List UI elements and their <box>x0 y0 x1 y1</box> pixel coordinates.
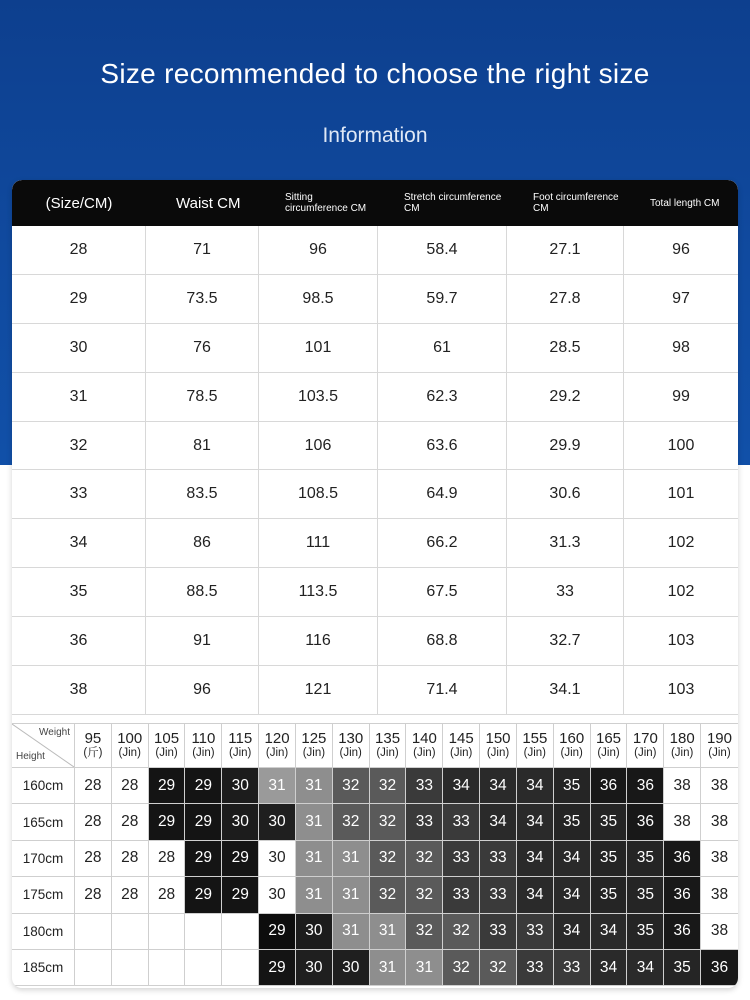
size-recommendation-cell: 33 <box>480 841 517 876</box>
height-label-cell: 170cm <box>12 841 75 876</box>
size-recommendation-cell: 32 <box>443 914 480 949</box>
size-table-cell: 108.5 <box>259 470 378 518</box>
weight-value: 190 <box>706 729 732 747</box>
height-label-cell: 185cm <box>12 950 75 985</box>
size-table-cell: 59.7 <box>378 275 507 323</box>
size-recommendation-cell <box>185 914 222 949</box>
weight-header-cell <box>259 724 296 767</box>
page-subtitle: Information <box>322 124 428 147</box>
size-recommendation-cell: 28 <box>75 804 112 839</box>
page-title: Size recommended to choose the right size <box>100 58 650 89</box>
weight-value: 170 <box>632 729 658 747</box>
weight-unit: (Jin) <box>708 746 731 759</box>
size-table-cell: 102 <box>667 583 695 601</box>
size-recommendation-cell: 35 <box>554 768 591 803</box>
size-table-cell: 73.5 <box>146 275 259 323</box>
size-recommendation-cell: 32 <box>333 804 370 839</box>
size-table-row <box>12 666 738 715</box>
size-table-cell: 66.2 <box>378 519 507 567</box>
grid-weight-header <box>12 724 738 768</box>
size-recommendation-cell: 28 <box>112 841 149 876</box>
weight-unit: (Jin) <box>265 746 289 759</box>
weight-value: 105 <box>154 729 180 747</box>
weight-header-cell <box>185 724 222 767</box>
size-recommendation-cell: 31 <box>259 768 296 803</box>
size-table-row <box>12 568 738 617</box>
size-recommendation-cell: 38 <box>701 914 738 949</box>
size-table-cell: 61 <box>378 324 507 372</box>
weight-value: 110 <box>191 729 216 747</box>
weight-unit: (Jin) <box>670 746 694 759</box>
weight-header-cell <box>591 724 628 767</box>
size-recommendation-cell: 36 <box>664 914 701 949</box>
weight-value: 135 <box>375 729 401 747</box>
weight-unit: (Jin) <box>486 746 510 759</box>
size-table-row <box>12 470 738 519</box>
size-recommendation-cell: 31 <box>406 950 443 985</box>
size-table-cell: 58.4 <box>378 226 507 274</box>
size-recommendation-cell: 33 <box>443 877 480 912</box>
weight-value: 120 <box>264 729 290 747</box>
size-recommendation-cell: 36 <box>627 804 664 839</box>
weight-header-cell <box>664 724 701 767</box>
weight-header-cell <box>149 724 186 767</box>
size-table-row <box>12 422 738 471</box>
size-recommendation-cell: 35 <box>627 914 664 949</box>
size-recommendation-cell: 32 <box>443 950 480 985</box>
size-table-cell: 34 <box>12 519 146 567</box>
size-table-cell: 28.5 <box>507 324 624 372</box>
size-recommendation-cell: 34 <box>627 950 664 985</box>
size-table-cell: 101 <box>667 485 695 503</box>
size-recommendation-cell: 30 <box>333 950 370 985</box>
size-table-cell: 81 <box>146 422 259 470</box>
grid-row <box>12 768 738 804</box>
size-recommendation-cell: 34 <box>517 877 554 912</box>
size-recommendation-cell: 38 <box>701 804 738 839</box>
size-table-cell: 121 <box>259 666 378 714</box>
weight-value: 130 <box>338 729 364 747</box>
size-recommendation-cell: 29 <box>259 914 296 949</box>
size-recommendation-cell <box>112 914 149 949</box>
size-recommendation-cell: 29 <box>222 841 259 876</box>
size-table-row <box>12 275 738 324</box>
weight-unit: (Jin) <box>118 746 141 759</box>
size-recommendation-cell: 31 <box>370 950 407 985</box>
size-table-cell: 99 <box>672 387 690 405</box>
size-recommendation-cell: 30 <box>259 841 296 876</box>
size-recommendation-cell: 31 <box>296 841 333 876</box>
size-table-row <box>12 519 738 568</box>
weight-value: 125 <box>301 729 327 747</box>
grid-row <box>12 877 738 913</box>
size-table-cell: 27.8 <box>507 275 624 323</box>
size-recommendation-cell: 29 <box>149 768 186 803</box>
size-table-cell: 31 <box>12 373 146 421</box>
weight-unit: (Jin) <box>302 746 326 759</box>
size-recommendation-cell <box>75 914 112 949</box>
weight-value: 95 <box>84 729 102 747</box>
size-recommendation-cell: 35 <box>627 841 664 876</box>
size-recommendation-cell: 33 <box>517 914 554 949</box>
size-header-cell: Total length CM <box>650 197 720 209</box>
weight-unit: (Jin) <box>413 746 436 759</box>
size-recommendation-cell: 33 <box>480 877 517 912</box>
size-recommendation-cell: 29 <box>185 877 222 912</box>
size-table-cell: 36 <box>12 617 146 665</box>
size-recommendation-cell: 32 <box>480 950 517 985</box>
size-recommendation-cell: 30 <box>259 877 296 912</box>
size-table-cell: 103.5 <box>259 373 378 421</box>
size-recommendation-cell: 28 <box>75 877 112 912</box>
size-table-cell: 101 <box>259 324 378 372</box>
size-recommendation-cell: 31 <box>333 877 370 912</box>
size-recommendation-cell: 33 <box>406 768 443 803</box>
weight-unit: (Jin) <box>560 746 583 759</box>
size-recommendation-cell: 36 <box>591 768 628 803</box>
size-recommendation-cell: 28 <box>112 768 149 803</box>
size-table-cell: 96 <box>672 240 690 258</box>
size-recommendation-cell: 29 <box>259 950 296 985</box>
size-recommendation-cell: 34 <box>480 804 517 839</box>
size-table-cell: 102 <box>667 534 695 552</box>
size-recommendation-cell: 32 <box>333 768 370 803</box>
size-recommendation-cell: 36 <box>664 877 701 912</box>
weight-value: 155 <box>522 729 548 747</box>
weight-header-cell <box>296 724 333 767</box>
size-table-cell: 96 <box>259 226 378 274</box>
size-chart-card <box>12 180 738 988</box>
size-header-cell: Waist CM <box>176 194 241 212</box>
size-table-cell: 30.6 <box>507 470 624 518</box>
size-recommendation-cell: 31 <box>296 877 333 912</box>
size-header-cell: Stretch circumference CM <box>404 192 502 214</box>
size-recommendation-cell: 34 <box>517 768 554 803</box>
size-recommendation-cell: 32 <box>370 768 407 803</box>
recommendation-grid <box>12 723 738 986</box>
size-recommendation-cell: 30 <box>259 804 296 839</box>
size-recommendation-cell: 34 <box>554 841 591 876</box>
size-recommendation-cell: 34 <box>554 877 591 912</box>
height-label-cell: 180cm <box>12 914 75 949</box>
size-recommendation-cell: 29 <box>185 768 222 803</box>
grid-corner-cell <box>12 724 75 767</box>
weight-header-cell <box>75 724 112 767</box>
size-recommendation-cell: 35 <box>591 841 628 876</box>
size-table-cell: 100 <box>667 436 695 454</box>
size-recommendation-cell: 32 <box>370 841 407 876</box>
size-table-cell: 29 <box>12 275 146 323</box>
weight-unit: (Jin) <box>376 746 399 759</box>
size-recommendation-cell: 28 <box>112 877 149 912</box>
weight-unit: (Jin) <box>523 746 547 759</box>
size-recommendation-cell: 34 <box>591 914 628 949</box>
size-table-cell: 98.5 <box>259 275 378 323</box>
weight-unit: (Jin) <box>155 746 178 759</box>
size-recommendation-cell: 33 <box>443 841 480 876</box>
size-table-row <box>12 226 738 275</box>
size-recommendation-cell: 31 <box>333 841 370 876</box>
size-table-cell: 83.5 <box>146 470 259 518</box>
size-header-cell: Foot circumference CM <box>533 192 619 214</box>
size-recommendation-cell: 33 <box>517 950 554 985</box>
size-recommendation-cell: 33 <box>406 804 443 839</box>
weight-value: 140 <box>411 729 437 747</box>
weight-value: 100 <box>117 729 143 747</box>
weight-value: 160 <box>559 729 585 747</box>
grid-row <box>12 914 738 950</box>
size-table-cell: 71.4 <box>378 666 507 714</box>
size-recommendation-cell: 38 <box>664 804 701 839</box>
size-recommendation-cell: 35 <box>554 804 591 839</box>
size-header-cell: Sitting circumference CM <box>285 192 367 214</box>
size-recommendation-cell: 31 <box>296 804 333 839</box>
size-recommendation-cell: 36 <box>664 841 701 876</box>
size-recommendation-cell: 31 <box>333 914 370 949</box>
size-recommendation-cell: 34 <box>480 768 517 803</box>
height-label-cell: 175cm <box>12 877 75 912</box>
size-table-cell: 106 <box>259 422 378 470</box>
weight-unit: (斤) <box>83 746 103 759</box>
size-table-cell: 31.3 <box>507 519 624 567</box>
size-recommendation-cell: 30 <box>222 768 259 803</box>
size-table-cell: 29.9 <box>507 422 624 470</box>
size-table-cell: 98 <box>672 338 690 356</box>
size-header-cell: (Size/CM) <box>45 194 113 212</box>
size-recommendation-cell: 29 <box>149 804 186 839</box>
size-recommendation-cell: 35 <box>627 877 664 912</box>
size-table-cell: 86 <box>146 519 259 567</box>
weight-unit: (Jin) <box>339 746 362 759</box>
size-table-cell: 30 <box>12 324 146 372</box>
grid-row <box>12 841 738 877</box>
size-recommendation-cell: 32 <box>370 877 407 912</box>
size-recommendation-cell: 28 <box>149 877 186 912</box>
size-recommendation-cell: 32 <box>406 841 443 876</box>
size-recommendation-cell: 33 <box>554 950 591 985</box>
size-table-cell: 29.2 <box>507 373 624 421</box>
size-table-cell: 76 <box>146 324 259 372</box>
size-table-cell: 38 <box>12 666 146 714</box>
size-recommendation-cell: 29 <box>185 841 222 876</box>
weight-unit: (Jin) <box>634 746 657 759</box>
size-table-cell: 68.8 <box>378 617 507 665</box>
size-table-cell: 97 <box>672 289 690 307</box>
size-table-cell: 67.5 <box>378 568 507 616</box>
size-table-cell: 116 <box>259 617 378 665</box>
weight-value: 145 <box>448 729 474 747</box>
size-recommendation-cell: 38 <box>664 768 701 803</box>
size-table-cell: 91 <box>146 617 259 665</box>
size-recommendation-cell: 32 <box>406 914 443 949</box>
size-table <box>12 180 738 715</box>
size-recommendation-cell <box>149 950 186 985</box>
size-recommendation-cell: 28 <box>112 804 149 839</box>
size-table-body <box>12 226 738 715</box>
size-recommendation-cell: 36 <box>627 768 664 803</box>
size-recommendation-cell <box>222 914 259 949</box>
size-table-cell: 32 <box>12 422 146 470</box>
size-recommendation-cell: 30 <box>222 804 259 839</box>
height-label-cell: 160cm <box>12 768 75 803</box>
size-recommendation-cell <box>185 950 222 985</box>
weight-header-cell <box>333 724 370 767</box>
size-recommendation-cell: 32 <box>370 804 407 839</box>
size-recommendation-cell: 32 <box>406 877 443 912</box>
size-recommendation-cell: 35 <box>664 950 701 985</box>
size-table-cell: 62.3 <box>378 373 507 421</box>
size-table-cell: 111 <box>259 519 378 567</box>
size-recommendation-cell: 28 <box>75 841 112 876</box>
size-table-cell: 78.5 <box>146 373 259 421</box>
size-recommendation-cell <box>149 914 186 949</box>
weight-value: 165 <box>595 729 622 747</box>
weight-unit: (Jin) <box>192 746 215 759</box>
weight-header-cell <box>627 724 664 767</box>
size-table-row <box>12 617 738 666</box>
size-table-header <box>12 180 738 226</box>
size-table-cell: 71 <box>146 226 259 274</box>
weight-header-cell <box>701 724 738 767</box>
weight-value: 150 <box>485 729 511 747</box>
size-recommendation-cell: 28 <box>75 768 112 803</box>
size-table-cell: 64.9 <box>378 470 507 518</box>
size-recommendation-cell: 34 <box>554 914 591 949</box>
size-recommendation-cell: 31 <box>370 914 407 949</box>
size-recommendation-cell: 38 <box>701 877 738 912</box>
weight-header-cell <box>554 724 591 767</box>
weight-value: 180 <box>669 729 695 747</box>
size-table-cell: 27.1 <box>507 226 624 274</box>
size-table-row <box>12 373 738 422</box>
size-table-cell: 34.1 <box>507 666 624 714</box>
size-table-row <box>12 324 738 373</box>
size-recommendation-cell: 35 <box>591 804 628 839</box>
size-table-cell: 35 <box>12 568 146 616</box>
size-recommendation-cell: 34 <box>443 768 480 803</box>
size-recommendation-cell: 33 <box>443 804 480 839</box>
size-recommendation-cell: 31 <box>296 768 333 803</box>
size-table-cell: 103 <box>667 680 695 698</box>
weight-unit: (Jin) <box>597 746 620 759</box>
size-table-cell: 63.6 <box>378 422 507 470</box>
size-recommendation-cell: 36 <box>701 950 738 985</box>
size-recommendation-cell: 38 <box>701 768 738 803</box>
weight-header-cell <box>480 724 517 767</box>
size-recommendation-cell: 29 <box>222 877 259 912</box>
size-recommendation-cell: 34 <box>591 950 628 985</box>
weight-header-cell <box>517 724 554 767</box>
size-table-cell: 103 <box>667 632 695 650</box>
size-recommendation-cell: 33 <box>480 914 517 949</box>
size-recommendation-cell: 29 <box>185 804 222 839</box>
size-recommendation-cell: 30 <box>296 914 333 949</box>
weight-unit: (Jin) <box>229 746 252 759</box>
weight-header-cell <box>222 724 259 767</box>
size-recommendation-cell: 30 <box>296 950 333 985</box>
size-recommendation-cell <box>222 950 259 985</box>
grid-row <box>12 804 738 840</box>
height-axis-label: Height <box>16 751 45 762</box>
size-recommendation-cell: 34 <box>517 804 554 839</box>
size-table-cell: 28 <box>12 226 146 274</box>
size-recommendation-cell: 38 <box>701 841 738 876</box>
size-recommendation-cell <box>112 950 149 985</box>
size-recommendation-cell <box>75 950 112 985</box>
size-table-cell: 88.5 <box>146 568 259 616</box>
weight-unit: (Jin) <box>450 746 473 759</box>
size-table-cell: 32.7 <box>507 617 624 665</box>
weight-axis-label: Weight <box>39 727 70 738</box>
size-table-cell: 33 <box>12 470 146 518</box>
size-table-cell: 113.5 <box>259 568 378 616</box>
weight-header-cell <box>370 724 407 767</box>
size-recommendation-cell: 35 <box>591 877 628 912</box>
size-recommendation-cell: 28 <box>149 841 186 876</box>
grid-row <box>12 950 738 986</box>
weight-header-cell <box>112 724 149 767</box>
size-recommendation-cell: 34 <box>517 841 554 876</box>
weight-value: 115 <box>228 729 253 747</box>
weight-header-cell <box>406 724 443 767</box>
weight-header-cell <box>443 724 480 767</box>
size-table-cell: 33 <box>507 568 624 616</box>
height-label-cell: 165cm <box>12 804 75 839</box>
size-table-cell: 96 <box>146 666 259 714</box>
